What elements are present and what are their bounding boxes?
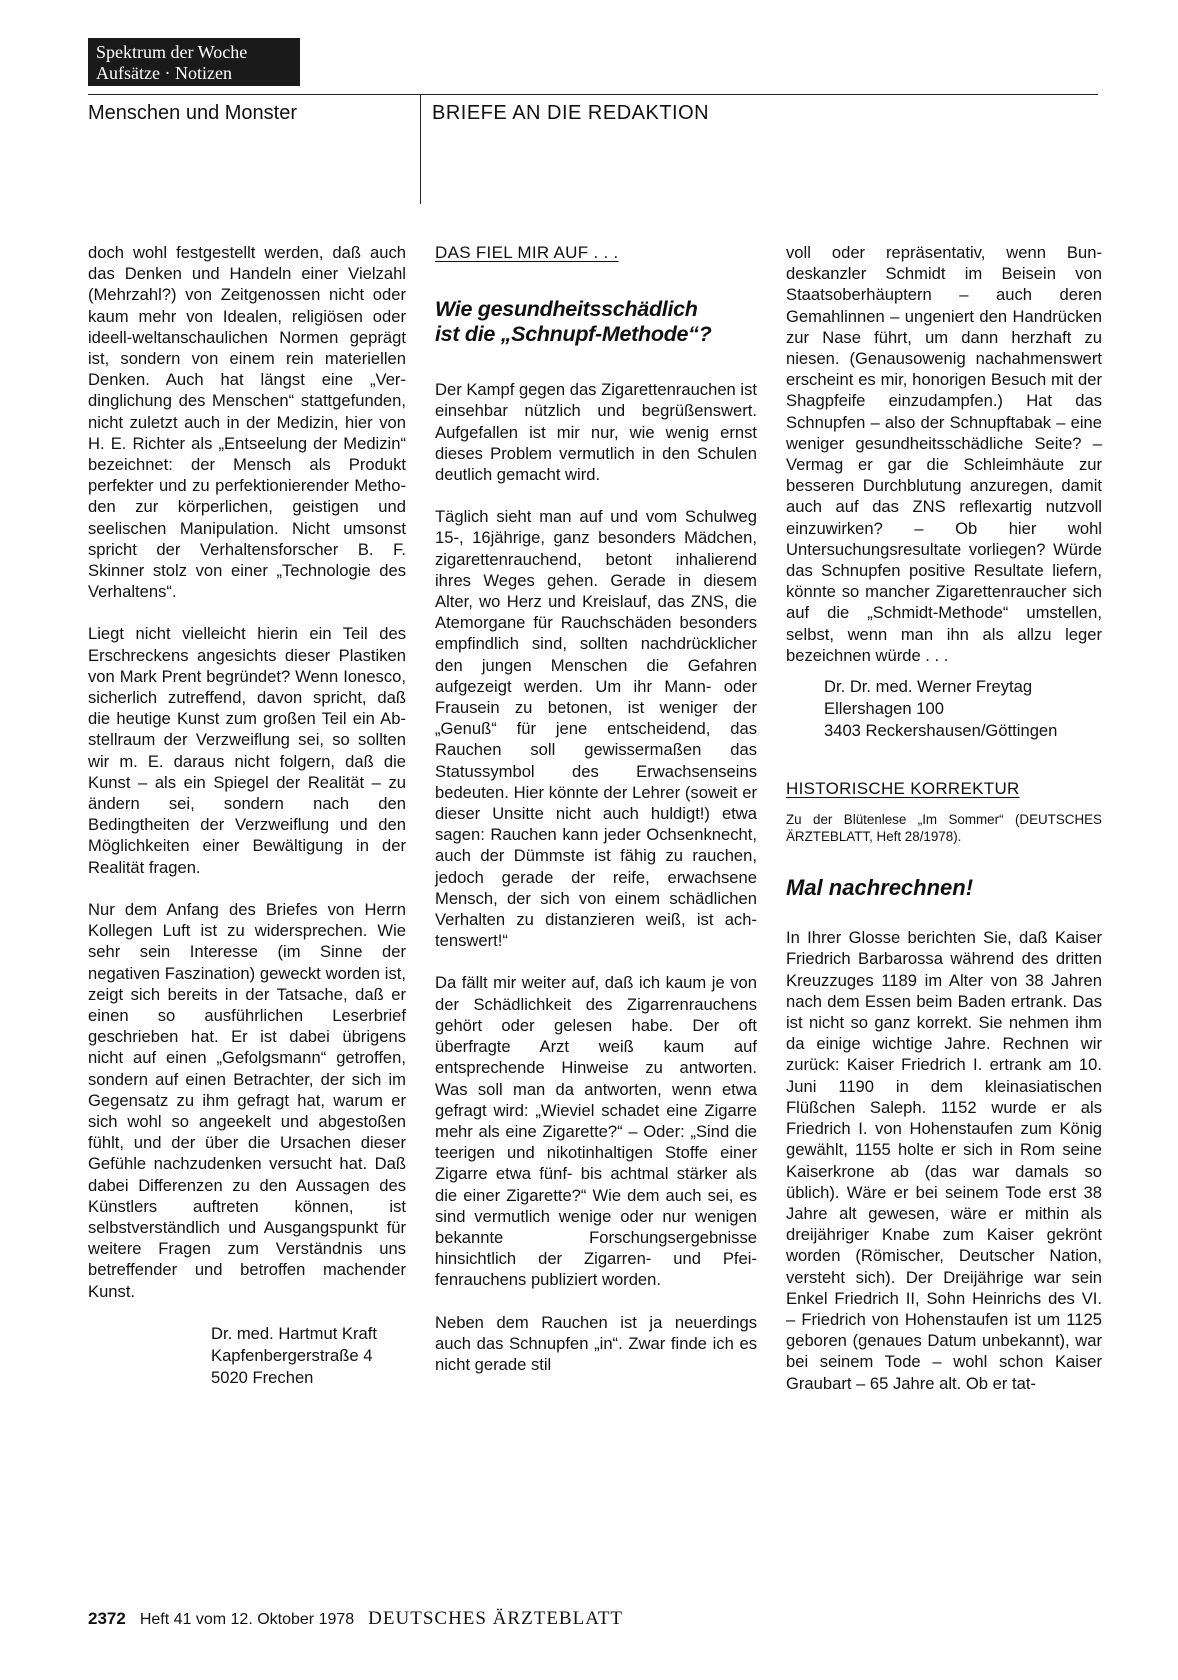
right-section-title: BRIEFE AN DIE REDAKTION (432, 102, 710, 124)
header-rule (88, 94, 1098, 95)
kicker: HISTORISCHE KORREKTUR (786, 779, 1020, 799)
signature-block (786, 676, 1102, 742)
article-headline: Mal nachrechnen! (786, 875, 974, 901)
column-2 (435, 242, 757, 1396)
headline-line-2: ist die „Schnupf-Methode“? (435, 322, 712, 347)
paragraph: Täglich sieht man auf und vom Schulweg 15-, 16jährige, ganz besonders Mädchen, zigarettenrauchend, betont inhalierend ihres Weges gehen. Gerade in diesem Alter, wo Herz und Kreislauf, das ZNS, die Atemorgane für Rauchschäden besonders empfindlich sind, sollten nachdrücklicher den jungen Menschen die Gefahren aufgezeigt werden. Um ihr Mann- oder Frausein zu betonen, ist weniger der „Genuß“ für jene entscheidend, das Rauchen soll gewissermaßen das Statussymbol des Erwachsenseins bedeuten. Hier könnte der Lehrer (soweit er dieser Unsitte nicht auch huldigt!) etwa sagen: Rauchen kann jeder Ochsenknecht, auch der Dümmste ist fähig zu rauchen, jedoch gerade der reife, erwachsene Mensch, der sich von einem schädlichen Verhalten zu distanzieren weiß, ist achtenswert!“ (435, 507, 757, 951)
signature-city: 5020 Frechen (211, 1367, 314, 1387)
signature-block (88, 1323, 406, 1389)
signature-street: Kapfenbergerstraße 4 (211, 1345, 373, 1365)
paragraph: Der Kampf gegen das Zigarettenrauchen ist einsehbar nützlich und begrüßenswert. Aufgefallen ist mir nur, wie wenig ernst dieses Problem vermutlich in den Schulen deutlich gemacht wird. (435, 380, 757, 485)
paragraph: Da fällt mir weiter auf, daß ich kaum je von der Schädlichkeit des Zigarrenrauchens gehört oder gelesen habe. Der oft überfragte Arzt weiß kaum auf entsprechende Hinweise zu antworten. Was soll man da antworten, wenn etwa gefragt wird: „Wieviel schadet eine Zigarre mehr als eine Zigarette?“ – Oder: „Sind die teerigen und nikotinhaltigen Stoffe einer Zigarre etwa fünf- bis achtmal stärker als die einer Zigarette?“ Wie dem auch sei, es sind vermutlich wenige oder nur wenigen bekannte Forschungsergebnisse hinsichtlich der Zigarren- und Pfeifenrauchens publiziert worden. (435, 973, 757, 1290)
badge-line-2: Aufsätze · Notizen (96, 63, 232, 83)
paragraph: Liegt nicht vielleicht hierin ein Teil des Erschreckens angesichts dieser Plastiken von Mark Prent begründet? Wenn Ionesco, sicherlich zutreffend, davon spricht, daß die heutige Kunst zum großen Teil ein Abstellraum der Verzweiflung sei, so sollten wir m. E. daraus nicht folgern, daß die Kunst – als ein Spiegel der Realität – zu ändern sei, sondern nach den Bedingtheiten der Verzweiflung und den Möglichkeiten einer Bewältigung in der Realität fragen. (88, 624, 406, 877)
headline-line-1: Wie gesundheitsschädlich (435, 297, 698, 322)
signature-name: Dr. Dr. med. Werner Freytag (824, 677, 1033, 697)
signature-name: Dr. med. Hartmut Kraft (211, 1323, 377, 1343)
column-3 (786, 242, 1102, 1415)
paragraph: Neben dem Rauchen ist ja neuerdings auch das Schnupfen „in“. Zwar finde ich es nicht gerade stil (435, 1312, 757, 1374)
paragraph: In Ihrer Glosse berichten Sie, daß Kaiser Friedrich Barbarossa während des dritten Kreuzzuges 1189 im Alter von 38 Jahren nach dem Essen beim Baden ertrank. Das ist nicht so ganz korrekt. Sie nehmen ihm da einige wichtige Jahre. Rechnen wir zurück: Kaiser Friedrich I. ertrank am 10. Juni 1190 in dem kleinasiatischen Flüßchen Saleph. 1152 wurde er als Friedrich I. von Hohenstaufen zum König gewählt, 1155 holte er sich in Rom seine Kaiserkrone ab (das war damals so üblich). Wäre er bei seinem Tode erst 38 Jahre alt gewesen, wäre er mithin als dreijähriger Knabe zum Kaiser gekrönt worden (Römischer, Deutscher Nation, versteht sich). Der Dreijährige war sein Enkel Friedrich II, Sohn Heinrichs des VI. – Friedrich von Hohenstaufen ist um 1125 geboren (genaues Datum unbekannt), war bei seinem Tode – wohl schon Kaiser Graubart – 65 Jahre alt. Ob er tat- (786, 928, 1102, 1393)
paragraph: doch wohl festgestellt werden, daß auch das Denken und Handeln einer Vielzahl (Mehrzahl?) von Zeitgenossen nicht oder kaum mehr von Idealen, religiösen oder ideell-weltanschaulichen Normen geprägt ist, sondern von einem rein materiellen Denken. Auch hat längst eine „Verdinglichung des Menschen“ stattgefunden, nicht zuletzt auch in der Medizin, hier von H. E. Richter als „Entseelung der Medizin“ bezeichnet: der Mensch als Produkt perfekter und zu perfektionierender Methoden zur körperlichen, geistigen und seelischen Manipulation. Nicht umsonst spricht der Verhaltensforscher B. F. Skinner stolz von einer „Technologie des Verhaltens“. (88, 243, 406, 602)
article-headline (435, 297, 757, 347)
badge-line-1: Spektrum der Woche (96, 42, 248, 62)
paragraph: voll oder repräsentativ, wenn Bundeskanzler Schmidt im Beisein von Staatsoberhäuptern – auch deren Gemahlinnen – ungeniert den Handrücken zur Nase führt, um dann herzhaft zu niesen. (Genausowenig nachahmenswert erscheint es mir, honorigen Besuch mit der Shagpfeife einzudampfen.) Hat das Schnupfen – also der Schnupftabak – eine weniger gesundheitsschädliche Seite? – Vermag er gar die Schleimhäute zur besseren Durchblutung anzuregen, damit auch auf das ZNS reflexartig nutzvoll einzuwirken? – Ob hier wohl Untersuchungsresultate vorliegen? Würde das Schnupfen positive Resultate liefern, könnte so mancher Zigarettenraucher sich auf die „Schmidt-Methode“ umstellen, selbst, wenn man ihn als allzu leger bezeichnen würde . . . (786, 243, 1102, 665)
header-divider (420, 94, 421, 204)
issue-info: Heft 41 vom 12. Oktober 1978 (139, 1611, 355, 1628)
signature-street: Ellershagen 100 (824, 699, 944, 719)
page-footer (88, 1608, 623, 1630)
section-badge (88, 38, 300, 86)
signature-city: 3403 Reckershausen/Göttingen (824, 721, 1058, 741)
journal-name: DEUTSCHES ÄRZTEBLATT (368, 1608, 624, 1629)
intro-note: Zu der Blütenlese „Im Sommer“ (DEUTSCHES ÄRZTEBLATT, Heft 28/1978). (786, 812, 1102, 845)
paragraph: Nur dem Anfang des Briefes von Herrn Kollegen Luft ist zu widersprechen. Wie sehr sein Interesse (im Sinne der negativen Faszination) geweckt worden ist, zeigt sich bereits in der Tatsache, daß er einen so ausführlichen Leserbrief geschrieben hat. Er ist dabei übrigens nicht auf einen „Gefolgsmann“ getroffen, sondern auf einen Betrachter, der sich im Gegensatz zu ihm gefragt hat, warum er sich wohl so angeekelt und abgestoßen fühlt, und der über die Ursachen dieser Gefühle nachzudenken versucht hat. Daß dabei Differenzen zu den Aussagen des Künstlers auftreten können, ist selbstverständlich und Ausgangspunkt für weitere Fragen zum Verständnis uns betreffender und betroffen machender Kunst. (88, 899, 406, 1301)
left-section-title: Menschen und Monster (88, 102, 298, 124)
column-1 (88, 242, 406, 1411)
kicker: DAS FIEL MIR AUF . . . (435, 243, 619, 262)
page-number: 2372 (88, 1609, 126, 1628)
